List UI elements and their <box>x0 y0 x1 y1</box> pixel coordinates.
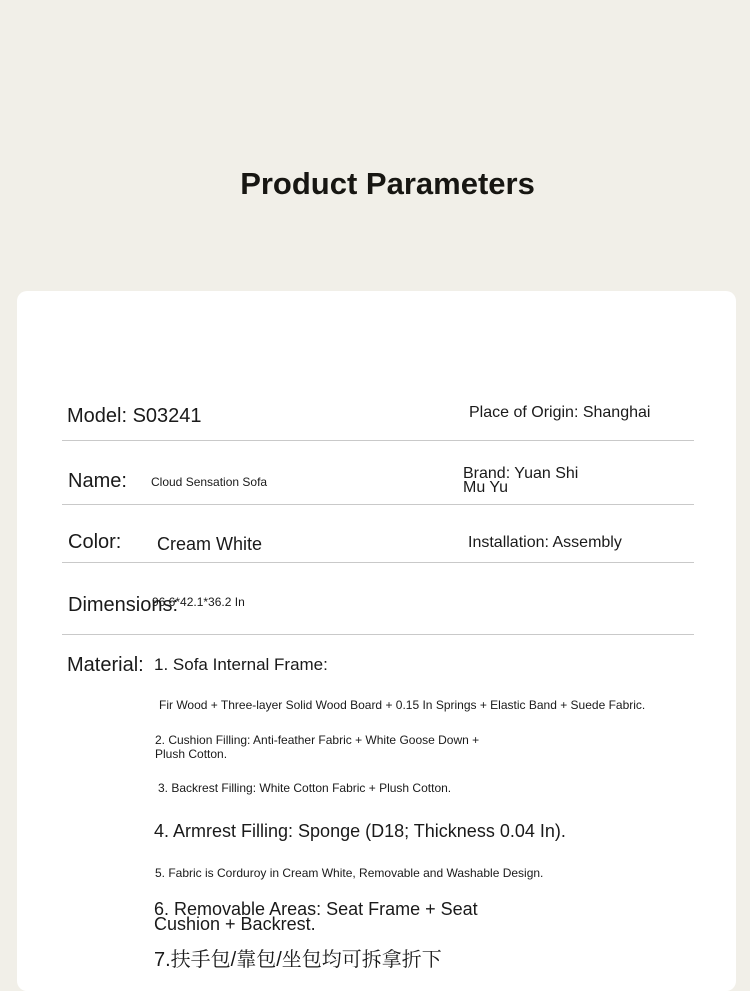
material-item-4: 4. Armrest Filling: Sponge (D18; Thickness 0.04 In). <box>154 821 566 841</box>
brand-line-1: Brand: Yuan Shi <box>463 465 579 482</box>
material-item-7: 7.扶手包/靠包/坐包均可拆拿折下 <box>154 949 442 971</box>
material-item-6 <box>154 899 478 934</box>
color-value: Cream White <box>157 534 263 554</box>
material-label: Material: <box>67 654 144 676</box>
dimensions-value: 96.6*42.1*36.2 In <box>152 595 245 609</box>
material-item-3: 3. Backrest Filling: White Cotton Fabric + Plush Cotton. <box>158 781 452 795</box>
spec-card <box>17 291 736 991</box>
name-value: Cloud Sensation Sofa <box>151 475 268 489</box>
name-label: Name: <box>68 470 127 492</box>
material-item-1-title: 1. Sofa Internal Frame: <box>154 655 328 674</box>
row-divider <box>62 634 694 635</box>
origin-text: Place of Origin: Shanghai <box>469 404 651 421</box>
row-divider <box>62 562 694 563</box>
row-divider <box>62 504 694 505</box>
material-item-2 <box>155 733 479 761</box>
installation-text: Installation: Assembly <box>468 534 622 551</box>
material-item-5: 5. Fabric is Corduroy in Cream White, Removable and Washable Design. <box>155 866 544 880</box>
brand-line-2: Mu Yu <box>463 479 509 496</box>
dimensions-label: Dimensions: <box>68 594 179 616</box>
color-label: Color: <box>68 531 122 553</box>
page-title: Product Parameters <box>240 166 535 201</box>
material-item-6-line-1: 6. Removable Areas: Seat Frame + Seat <box>154 899 478 919</box>
material-item-6-line-2: Cushion + Backrest. <box>154 914 316 934</box>
row-divider <box>62 440 694 441</box>
material-item-2-line-1: 2. Cushion Filling: Anti-feather Fabric + White Goose Down + <box>155 733 480 747</box>
model-text: Model: S03241 <box>67 405 202 427</box>
material-item-2-line-2: Plush Cotton. <box>155 747 228 761</box>
material-item-1-detail: Fir Wood + Three-layer Solid Wood Board + 0.15 In Springs + Elastic Band + Suede Fabric. <box>159 698 646 712</box>
brand-text <box>463 467 578 495</box>
